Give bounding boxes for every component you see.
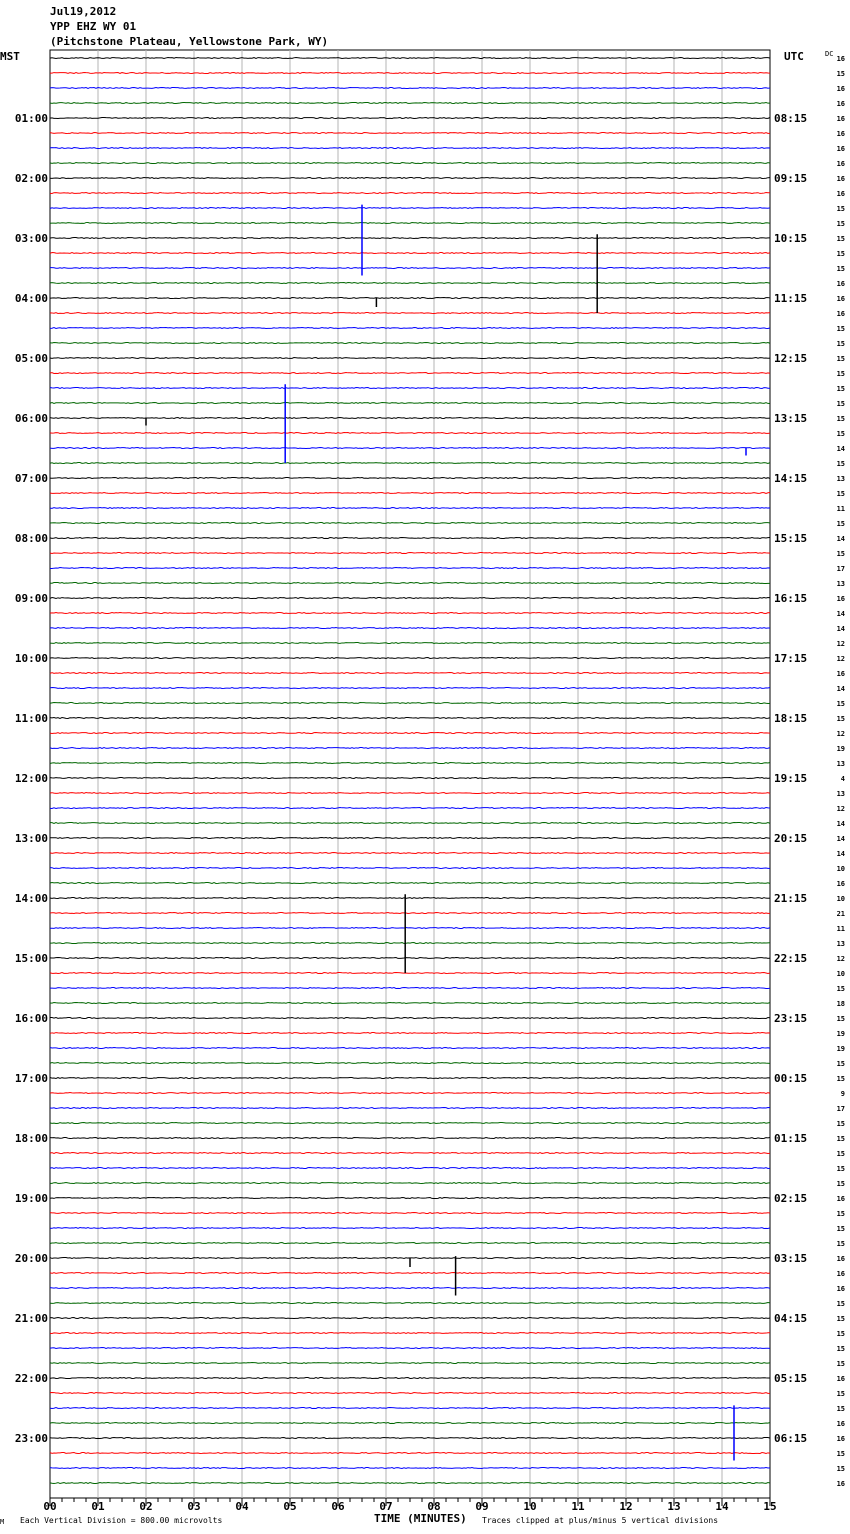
mst-hour-label: 02:00: [14, 172, 48, 185]
x-tick-label: 12: [619, 1500, 633, 1513]
trace-row: [50, 898, 770, 899]
x-tick-label: 08: [427, 1500, 441, 1513]
trace-row: [50, 1378, 770, 1379]
trace-row: [50, 958, 770, 959]
utc-hour-label: 16:15: [774, 592, 808, 605]
utc-hour-label: 12:15: [774, 352, 808, 365]
x-axis-title: TIME (MINUTES): [374, 1512, 467, 1525]
trace-row: [50, 193, 770, 194]
utc-hour-label: 17:15: [774, 652, 808, 665]
dc-offset-value: 12: [836, 805, 845, 813]
trace-row: [50, 223, 770, 224]
dc-offset-value: 16: [836, 595, 845, 603]
x-tick-label: 01: [91, 1500, 105, 1513]
x-tick-label: 11: [571, 1500, 585, 1513]
trace-row: [50, 1393, 770, 1394]
dc-offset-value: 13: [836, 760, 845, 768]
trace-row: [50, 778, 770, 779]
trace-row: [50, 283, 770, 284]
dc-offset-value: 15: [836, 1060, 845, 1068]
trace-row: [50, 358, 770, 359]
trace-row: [50, 943, 770, 944]
trace-row: [50, 613, 770, 614]
mst-hour-label: 09:00: [14, 592, 48, 605]
trace-row: [50, 1108, 770, 1109]
dc-offset-value: 10: [836, 865, 845, 873]
corner-mark: M: [0, 1518, 5, 1526]
dc-offset-value: 15: [836, 220, 845, 228]
dc-offset-value: 19: [836, 745, 845, 753]
dc-offset-value: 15: [836, 415, 845, 423]
x-tick-label: 04: [235, 1500, 249, 1513]
x-tick-label: 05: [283, 1500, 297, 1513]
x-tick-label: 07: [379, 1500, 393, 1513]
mst-hour-label: 22:00: [14, 1372, 48, 1385]
dc-offset-value: 13: [836, 790, 845, 798]
dc-offset-value: 15: [836, 205, 845, 213]
dc-offset-value: 11: [836, 505, 845, 513]
dc-offset-value: 14: [836, 850, 845, 858]
mst-hour-label: 12:00: [14, 772, 48, 785]
trace-row: [50, 388, 770, 389]
trace-row: [50, 208, 770, 209]
mst-hour-label: 04:00: [14, 292, 48, 305]
trace-row: [50, 298, 770, 299]
dc-offset-value: 15: [836, 1360, 845, 1368]
trace-row: [50, 1198, 770, 1199]
dc-offset-value: 15: [836, 325, 845, 333]
trace-row: [50, 1228, 770, 1229]
utc-hour-label: 18:15: [774, 712, 808, 725]
trace-row: [50, 913, 770, 914]
mst-hour-label: 19:00: [14, 1192, 48, 1205]
trace-row: [50, 73, 770, 74]
trace-row: [50, 808, 770, 809]
dc-offset-value: 15: [836, 1405, 845, 1413]
trace-row: [50, 553, 770, 554]
dc-offset-value: 12: [836, 730, 845, 738]
dc-offset-value: 15: [836, 370, 845, 378]
trace-row: [50, 103, 770, 104]
x-tick-label: 14: [715, 1500, 729, 1513]
dc-offset-value: 16: [836, 670, 845, 678]
trace-row: [50, 373, 770, 374]
utc-hour-label: 22:15: [774, 952, 808, 965]
x-tick-label: 13: [667, 1500, 681, 1513]
trace-row: [50, 988, 770, 989]
dc-offset-value: 15: [836, 400, 845, 408]
trace-row: [50, 433, 770, 434]
dc-offset-value: 15: [836, 265, 845, 273]
trace-row: [50, 733, 770, 734]
trace-row: [50, 868, 770, 869]
dc-offset-value: 15: [836, 490, 845, 498]
dc-offset-value: 16: [836, 190, 845, 198]
dc-offset-value: 16: [836, 115, 845, 123]
trace-row: [50, 1048, 770, 1049]
dc-offset-value: 16: [836, 1420, 845, 1428]
trace-row: [50, 1303, 770, 1304]
mst-hour-label: 01:00: [14, 112, 48, 125]
x-tick-label: 03: [187, 1500, 201, 1513]
utc-hour-label: 02:15: [774, 1192, 808, 1205]
trace-row: [50, 568, 770, 569]
dc-offset-value: 15: [836, 520, 845, 528]
mst-hour-label: 07:00: [14, 472, 48, 485]
trace-row: [50, 523, 770, 524]
trace-row: [50, 688, 770, 689]
trace-row: [50, 1093, 770, 1094]
mst-axis-label: MST: [0, 50, 20, 63]
mst-hour-label: 16:00: [14, 1012, 48, 1025]
dc-label: DC: [825, 50, 834, 58]
mst-hour-label: 13:00: [14, 832, 48, 845]
mst-hour-label: 10:00: [14, 652, 48, 665]
trace-row: [50, 58, 770, 59]
dc-offset-value: 17: [836, 565, 845, 573]
dc-offset-value: 21: [836, 910, 845, 918]
dc-offset-value: 15: [836, 1465, 845, 1473]
dc-offset-value: 15: [836, 70, 845, 78]
dc-offset-value: 13: [836, 475, 845, 483]
trace-row: [50, 88, 770, 89]
dc-offset-value: 16: [836, 310, 845, 318]
trace-row: [50, 673, 770, 674]
dc-offset-value: 16: [836, 160, 845, 168]
dc-offset-value: 16: [836, 1435, 845, 1443]
x-tick-label: 15: [763, 1500, 777, 1513]
dc-offset-value: 16: [836, 145, 845, 153]
clip-note: Traces clipped at plus/minus 5 vertical divisions: [482, 1516, 719, 1525]
dc-offset-value: 15: [836, 1165, 845, 1173]
utc-hour-label: 04:15: [774, 1312, 808, 1325]
trace-row: [50, 1333, 770, 1334]
dc-offset-value: 16: [836, 280, 845, 288]
utc-hour-label: 15:15: [774, 532, 808, 545]
dc-offset-value: 15: [836, 1330, 845, 1338]
x-tick-label: 10: [523, 1500, 537, 1513]
utc-hour-label: 08:15: [774, 112, 808, 125]
dc-offset-value: 13: [836, 580, 845, 588]
station-name: YPP EHZ WY 01: [50, 20, 137, 33]
trace-row: [50, 478, 770, 479]
trace-row: [50, 1438, 770, 1439]
dc-offset-value: 15: [836, 700, 845, 708]
trace-row: [50, 313, 770, 314]
trace-row: [50, 1153, 770, 1154]
mst-hour-label: 14:00: [14, 892, 48, 905]
mst-hour-label: 15:00: [14, 952, 48, 965]
utc-hour-label: 13:15: [774, 412, 808, 425]
trace-row: [50, 1033, 770, 1034]
trace-row: [50, 1273, 770, 1274]
dc-offset-value: 17: [836, 1105, 845, 1113]
trace-row: [50, 1168, 770, 1169]
trace-row: [50, 1348, 770, 1349]
dc-offset-value: 15: [836, 1345, 845, 1353]
dc-offset-value: 16: [836, 1285, 845, 1293]
trace-row: [50, 448, 770, 449]
mst-hour-label: 21:00: [14, 1312, 48, 1325]
dc-offset-value: 15: [836, 1390, 845, 1398]
dc-offset-value: 12: [836, 655, 845, 663]
trace-row: [50, 763, 770, 764]
dc-offset-value: 16: [836, 175, 845, 183]
mst-hour-label: 08:00: [14, 532, 48, 545]
dc-offset-value: 14: [836, 820, 845, 828]
dc-offset-value: 15: [836, 1210, 845, 1218]
trace-row: [50, 133, 770, 134]
dc-offset-value: 16: [836, 100, 845, 108]
trace-row: [50, 598, 770, 599]
dc-offset-value: 19: [836, 1030, 845, 1038]
dc-offset-value: 15: [836, 1135, 845, 1143]
station-location: (Pitchstone Plateau, Yellowstone Park, WY): [50, 35, 329, 48]
dc-offset-value: 15: [836, 1225, 845, 1233]
utc-hour-label: 06:15: [774, 1432, 808, 1445]
mst-hour-label: 03:00: [14, 232, 48, 245]
trace-row: [50, 118, 770, 119]
trace-row: [50, 1423, 770, 1424]
trace-row: [50, 1288, 770, 1289]
trace-row: [50, 853, 770, 854]
dc-offset-value: 12: [836, 955, 845, 963]
mst-hour-label: 05:00: [14, 352, 48, 365]
dc-offset-value: 15: [836, 1240, 845, 1248]
trace-row: [50, 1183, 770, 1184]
dc-offset-value: 15: [836, 340, 845, 348]
dc-offset-value: 16: [836, 1255, 845, 1263]
utc-hour-label: 01:15: [774, 1132, 808, 1145]
x-tick-label: 00: [43, 1500, 57, 1513]
dc-offset-value: 15: [836, 715, 845, 723]
dc-offset-value: 15: [836, 1120, 845, 1128]
trace-row: [50, 1453, 770, 1454]
dc-offset-value: 15: [836, 1075, 845, 1083]
dc-offset-value: 15: [836, 355, 845, 363]
trace-row: [50, 1483, 770, 1484]
x-tick-label: 09: [475, 1500, 489, 1513]
utc-hour-label: 11:15: [774, 292, 808, 305]
dc-offset-value: 16: [836, 1375, 845, 1383]
trace-row: [50, 493, 770, 494]
utc-hour-label: 23:15: [774, 1012, 808, 1025]
trace-row: [50, 1243, 770, 1244]
trace-row: [50, 463, 770, 464]
dc-offset-value: 4: [840, 775, 845, 783]
trace-row: [50, 178, 770, 179]
dc-offset-value: 15: [836, 550, 845, 558]
dc-offset-value: 9: [840, 1090, 845, 1098]
utc-hour-label: 05:15: [774, 1372, 808, 1385]
dc-offset-value: 14: [836, 685, 845, 693]
trace-row: [50, 1213, 770, 1214]
dc-offset-value: 11: [836, 925, 845, 933]
utc-axis-label: UTC: [784, 50, 804, 63]
dc-offset-value: 16: [836, 1270, 845, 1278]
utc-hour-label: 03:15: [774, 1252, 808, 1265]
trace-row: [50, 628, 770, 629]
dc-offset-value: 16: [836, 880, 845, 888]
x-tick-label: 02: [139, 1500, 153, 1513]
trace-row: [50, 538, 770, 539]
trace-row: [50, 253, 770, 254]
trace-row: [50, 508, 770, 509]
dc-offset-value: 15: [836, 985, 845, 993]
dc-offset-value: 10: [836, 895, 845, 903]
trace-row: [50, 1363, 770, 1364]
trace-row: [50, 1018, 770, 1019]
trace-row: [50, 1078, 770, 1079]
trace-row: [50, 748, 770, 749]
trace-row: [50, 583, 770, 584]
mst-hour-label: 23:00: [14, 1432, 48, 1445]
utc-hour-label: 20:15: [774, 832, 808, 845]
trace-row: [50, 838, 770, 839]
mst-hour-label: 17:00: [14, 1072, 48, 1085]
dc-offset-value: 15: [836, 385, 845, 393]
trace-row: [50, 1063, 770, 1064]
trace-row: [50, 403, 770, 404]
utc-hour-label: 00:15: [774, 1072, 808, 1085]
utc-hour-label: 10:15: [774, 232, 808, 245]
dc-offset-value: 19: [836, 1045, 845, 1053]
trace-row: [50, 1123, 770, 1124]
trace-row: [50, 148, 770, 149]
dc-offset-value: 14: [836, 445, 845, 453]
dc-offset-value: 15: [836, 1300, 845, 1308]
trace-row: [50, 1138, 770, 1139]
trace-row: [50, 928, 770, 929]
trace-row: [50, 1468, 770, 1469]
dc-offset-value: 16: [836, 295, 845, 303]
trace-row: [50, 163, 770, 164]
trace-row: [50, 418, 770, 419]
dc-offset-value: 14: [836, 625, 845, 633]
dc-offset-value: 16: [836, 1195, 845, 1203]
dc-offset-value: 15: [836, 430, 845, 438]
dc-offset-value: 10: [836, 970, 845, 978]
dc-offset-value: 12: [836, 640, 845, 648]
trace-row: [50, 823, 770, 824]
utc-hour-label: 21:15: [774, 892, 808, 905]
trace-row: [50, 268, 770, 269]
trace-row: [50, 973, 770, 974]
dc-offset-value: 14: [836, 610, 845, 618]
dc-offset-value: 15: [836, 1150, 845, 1158]
trace-row: [50, 658, 770, 659]
trace-row: [50, 1408, 770, 1409]
mst-hour-label: 20:00: [14, 1252, 48, 1265]
mst-hour-label: 11:00: [14, 712, 48, 725]
trace-row: [50, 643, 770, 644]
dc-offset-value: 15: [836, 460, 845, 468]
trace-row: [50, 343, 770, 344]
trace-row: [50, 1003, 770, 1004]
trace-row: [50, 1318, 770, 1319]
dc-offset-value: 15: [836, 250, 845, 258]
mst-hour-label: 06:00: [14, 412, 48, 425]
dc-offset-value: 14: [836, 535, 845, 543]
dc-offset-value: 14: [836, 835, 845, 843]
mst-hour-label: 18:00: [14, 1132, 48, 1145]
scale-note: Each Vertical Division = 800.00 microvolts: [20, 1516, 223, 1525]
chart-date: Jul19,2012: [50, 5, 117, 18]
dc-offset-value: 16: [836, 85, 845, 93]
dc-offset-value: 15: [836, 1180, 845, 1188]
dc-offset-value: 15: [836, 1015, 845, 1023]
dc-offset-value: 16: [836, 55, 845, 63]
trace-row: [50, 718, 770, 719]
trace-row: [50, 328, 770, 329]
dc-offset-value: 16: [836, 1480, 845, 1488]
utc-hour-label: 09:15: [774, 172, 808, 185]
dc-offset-value: 15: [836, 1450, 845, 1458]
dc-offset-value: 13: [836, 940, 845, 948]
dc-offset-value: 15: [836, 1315, 845, 1323]
trace-row: [50, 793, 770, 794]
dc-offset-value: 16: [836, 130, 845, 138]
utc-hour-label: 19:15: [774, 772, 808, 785]
dc-offset-value: 18: [836, 1000, 845, 1008]
x-tick-label: 06: [331, 1500, 345, 1513]
trace-row: [50, 703, 770, 704]
trace-row: [50, 238, 770, 239]
dc-offset-value: 15: [836, 235, 845, 243]
utc-hour-label: 14:15: [774, 472, 808, 485]
trace-row: [50, 883, 770, 884]
